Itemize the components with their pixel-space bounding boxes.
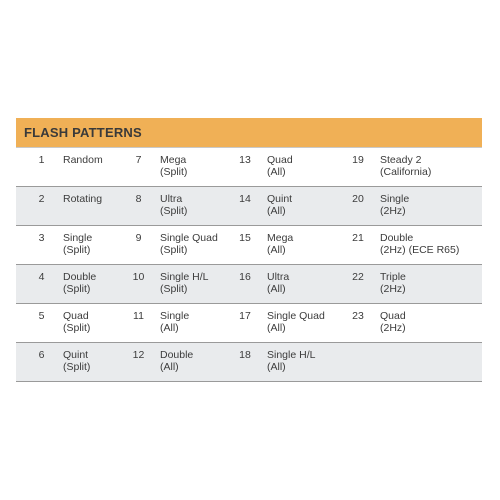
pattern-name: Single Quad (All) bbox=[267, 310, 325, 334]
table-row bbox=[16, 226, 482, 265]
pattern-name: Ultra (All) bbox=[267, 271, 290, 295]
pattern-number bbox=[344, 343, 372, 381]
pattern-number: 9 bbox=[135, 232, 142, 244]
flash-patterns-panel bbox=[16, 118, 482, 382]
pattern-name bbox=[372, 343, 482, 381]
table-row bbox=[16, 148, 482, 187]
pattern-name: Quad (2Hz) bbox=[380, 310, 406, 334]
pattern-number: 7 bbox=[135, 154, 142, 166]
pattern-name: Quint (Split) bbox=[63, 349, 91, 373]
pattern-number: 11 bbox=[133, 310, 144, 322]
panel-title: FLASH PATTERNS bbox=[24, 125, 142, 140]
pattern-number: 16 bbox=[239, 271, 251, 283]
pattern-name: Single H/L (All) bbox=[267, 349, 316, 373]
pattern-name: Single Quad (Split) bbox=[160, 232, 218, 256]
pattern-number: 22 bbox=[352, 271, 364, 283]
pattern-number: 4 bbox=[38, 271, 45, 283]
panel-header bbox=[16, 118, 482, 147]
pattern-number: 2 bbox=[38, 193, 45, 205]
pattern-number: 19 bbox=[352, 154, 364, 166]
pattern-number: 14 bbox=[239, 193, 251, 205]
pattern-number: 1 bbox=[38, 154, 45, 166]
pattern-name: Single H/L (Split) bbox=[160, 271, 209, 295]
pattern-number: 21 bbox=[352, 232, 364, 244]
pattern-name: Quad (All) bbox=[267, 154, 293, 178]
pattern-number: 17 bbox=[239, 310, 251, 322]
pattern-number: 18 bbox=[239, 349, 251, 361]
pattern-number: 13 bbox=[239, 154, 251, 166]
table-row bbox=[16, 343, 482, 382]
pattern-name: Mega (Split) bbox=[160, 154, 188, 178]
pattern-name: Single (All) bbox=[160, 310, 190, 334]
pattern-name: Ultra (Split) bbox=[160, 193, 188, 217]
table-row bbox=[16, 187, 482, 226]
table-row bbox=[16, 265, 482, 304]
pattern-name: Double (All) bbox=[160, 349, 194, 373]
pattern-name: Single (Split) bbox=[63, 232, 93, 256]
table-row bbox=[16, 304, 482, 343]
pattern-number: 10 bbox=[132, 271, 145, 283]
pattern-name: Rotating bbox=[63, 193, 103, 205]
pattern-name: Steady 2 (California) bbox=[380, 154, 432, 178]
pattern-name: Triple (2Hz) bbox=[380, 271, 406, 295]
flash-patterns-table bbox=[16, 147, 482, 382]
pattern-name: Double (2Hz) (ECE R65) bbox=[380, 232, 460, 256]
pattern-number: 5 bbox=[38, 310, 45, 322]
pattern-name: Double (Split) bbox=[63, 271, 97, 295]
pattern-number: 8 bbox=[135, 193, 142, 205]
pattern-number: 15 bbox=[239, 232, 251, 244]
pattern-number: 6 bbox=[38, 349, 45, 361]
pattern-number: 3 bbox=[38, 232, 45, 244]
pattern-number: 23 bbox=[352, 310, 364, 322]
pattern-number: 12 bbox=[132, 349, 145, 361]
pattern-name: Mega (All) bbox=[267, 232, 294, 256]
pattern-name: Quint (All) bbox=[267, 193, 293, 217]
pattern-number: 20 bbox=[352, 193, 364, 205]
pattern-name: Single (2Hz) bbox=[380, 193, 410, 217]
pattern-name: Random bbox=[63, 154, 103, 166]
pattern-name: Quad (Split) bbox=[63, 310, 91, 334]
